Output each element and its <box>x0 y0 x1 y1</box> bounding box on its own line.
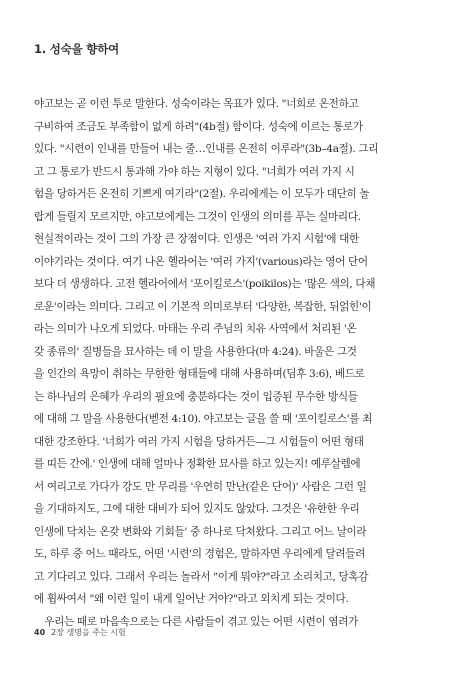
page-footer <box>34 627 126 638</box>
text-line: 랍게 들릴지 모르지만, 야고보에게는 그것이 인생의 의미를 푸는 실마리다. <box>34 210 361 223</box>
text-line: 있다. "시련이 인내를 만들어 내는 줄…인내를 온전히 이루라"(3b–4a절). 그리 <box>34 143 379 155</box>
text-line: 현실적이라는 것이 그의 가장 큰 장점이다. 인생은 '여러 가지 시험'에 대한 <box>34 233 359 245</box>
section-heading: 1. 성숙을 향하여 <box>34 42 120 56</box>
text-line: 을 인간의 욕망이 취하는 무한한 형태들에 대해 사용하며(딤후 3:6), 베드로 <box>34 368 365 380</box>
text-line: 우리는 때로 마음속으로는 다른 사람들이 겪고 있는 어떤 시련이 염려가 <box>34 615 359 628</box>
text-line: 인생에 닥치는 온갖 변화와 기회들' 중 하나로 닥쳐왔다. 그리고 어느 날이라 <box>34 525 367 538</box>
text-line: 대한 강조한다. '너희가 여러 가지 시험을 당하거든—그 시험들이 어떤 형태 <box>34 435 364 448</box>
text-line: 로운'이라는 의미다. 그리고 이 기본적 의미로부터 '다양한, 복잡한, 뒤얽힌'이 <box>34 300 372 313</box>
text-line: 구비하여 조금도 부족함이 없게 하려"(4b절) 함이다. 성숙에 이르는 통로가 <box>34 120 363 133</box>
text-line: 고 그 통로가 반드시 통과해 가야 하는 지형이 있다. "너희가 여러 가지 시 <box>34 165 355 178</box>
text-line: 을 기대하지도, 그에 대한 대비가 되어 있지도 않았다. 그것은 '유한한 우리 <box>34 503 360 515</box>
text-line: 를 띠든 간에.' 인생에 대해 얼마나 정확한 묘사를 하고 있는지! 예루살렘에 <box>34 458 361 470</box>
text-line: 갖 종류의' 질병들을 묘사하는 데 이 말을 사용한다(마 4:24). 바울은 그것 <box>34 345 357 358</box>
text-line: 는 하나님의 은혜가 우리의 필요에 충분하다는 것이 입증된 무수한 방식들 <box>34 390 358 403</box>
body-text <box>34 93 444 633</box>
text-line: 도, 하루 중 어느 때라도, 어떤 '시련'의 경험은, 말하자면 우리에게 달려들려 <box>34 548 365 560</box>
text-line: 이야기라는 것이다. 여기 나온 헬라어는 '여러 가지'(various)라는 영어 단어 <box>34 255 368 268</box>
text-line: 험을 당하거든 온전히 기쁘게 여기라"(2절). 우리에게는 이 모두가 대단히 놀 <box>34 188 370 200</box>
text-line: 서 여리고로 가다가 강도 만 무리를 '우연히 만난(같은 단어)' 사람은 그런 일 <box>34 480 367 493</box>
running-head: 2장 생명을 주는 시험 <box>51 628 126 637</box>
text-line: 보다 더 생생하다. 고전 헬라어에서 '포이킬로스'(poikilos)는 '많은 색의, 다채 <box>34 278 376 290</box>
text-line: 라는 의미가 나오게 되었다. 마태는 우리 주님의 치유 사역에서 처리된 '온 <box>34 323 357 335</box>
text-line: 에 휩싸여서 "왜 이런 일이 내게 일어난 거야?"라고 외치게 되는 것이다. <box>34 593 349 605</box>
text-line: 야고보는 곧 이런 투로 말한다. 성숙이라는 목표가 있다. "너희로 온전하고 <box>34 98 359 110</box>
text-line: 고 기다리고 있다. 그래서 우리는 놀라서 "이게 뭐야?"라고 소리치고, 당혹감 <box>34 570 369 583</box>
page-number: 40 <box>34 628 46 637</box>
text-line: 에 대해 그 말을 사용한다(벧전 4:10). 야고보는 글을 쓸 때 '포이킬로스'를 최 <box>34 413 373 425</box>
